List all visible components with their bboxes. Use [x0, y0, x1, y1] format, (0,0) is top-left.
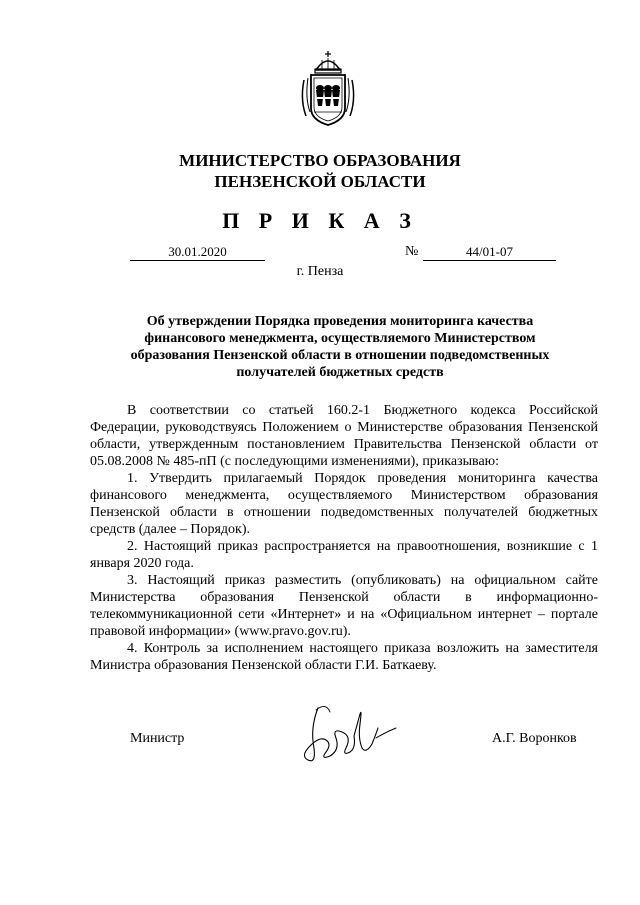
document-number: 44/01-07	[423, 243, 556, 261]
body-paragraph: В соответствии со статьей 160.2-1 Бюджетного кодекса Российской Федерации, руководствуясь Положением о Министерстве образования Пензенской области, утвержденным постановлением Правительства Пензенской области от 05.08.2008 № 485-пП (с последующими изменениями), приказываю:	[90, 403, 598, 469]
signatory-title: Министр	[130, 731, 185, 746]
body-paragraph: 2. Настоящий приказ распространяется на правоотношения, возникшие с 1 января 2020 года.	[90, 539, 598, 571]
document-body	[90, 402, 598, 674]
document-subject: Об утверждении Порядка проведения мониторинга качества финансового менеджмента, осуществляемого Министерством образования Пензенской области в отношении подведомственных получателей бюджетных средств	[130, 314, 550, 380]
document-city: г. Пенза	[296, 264, 344, 279]
document-date: 30.01.2020	[130, 243, 265, 261]
body-paragraph: 3. Настоящий приказ разместить (опубликовать) на официальном сайте Министерства образования Пензенской области в информационно-телекоммуникационной сети «Интернет» и на «Официальном интернет – портале правовой информации» (www.pravo.gov.ru).	[90, 573, 598, 639]
document-type-title: П Р И К А З	[222, 208, 418, 233]
organization-name-line-1: МИНИСТЕРСТВО ОБРАЗОВАНИЯ	[179, 151, 461, 170]
handwritten-signature	[296, 698, 400, 768]
body-paragraph: 4. Контроль за исполнением настоящего приказа возложить на заместителя Министра образования Пензенской области Г.И. Баткаеву.	[90, 641, 598, 673]
signatory-name: А.Г. Воронков	[492, 731, 577, 746]
organization-name-line-2: ПЕНЗЕНСКОЙ ОБЛАСТИ	[214, 172, 426, 191]
body-paragraph: 1. Утвердить прилагаемый Порядок проведения мониторинга качества финансового менеджмента, осуществляемого Министерством образования Пензенской области в отношении подведомственных получателей бюджетных средств (далее – Порядок).	[90, 471, 598, 537]
coat-of-arms-icon	[300, 50, 356, 128]
number-sign: №	[405, 244, 419, 259]
